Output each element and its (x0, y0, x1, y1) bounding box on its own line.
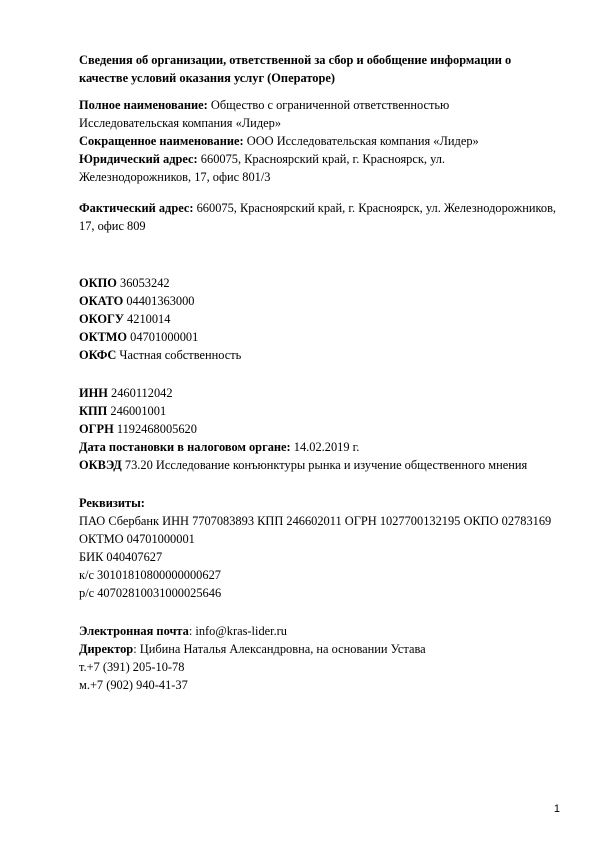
inn-label: ИНН (79, 386, 108, 400)
full-name-label: Полное наименование: (79, 98, 208, 112)
page-number: 1 (553, 803, 560, 815)
director-line (79, 640, 559, 658)
email-label: Электронная почта (79, 624, 189, 638)
bik-line: БИК 040407627 (79, 550, 163, 564)
short-name-line (79, 132, 559, 150)
short-name-label: Сокращенное наименование: (79, 134, 244, 148)
actual-address-value: 660075, Красноярский край, г. Красноярск, ул. Железнодорожников, 17, офис 809 (79, 201, 557, 233)
ogrn-line (79, 420, 559, 438)
okogu-label: ОКОГУ (79, 312, 124, 326)
bank-line: ПАО Сбербанк ИНН 7707083893 КПП 246602011 ОГРН 1027700132195 ОКПО 02783169 (79, 514, 552, 528)
short-name-value: ООО Исследовательская компания «Лидер» (246, 134, 479, 148)
email-line (79, 622, 559, 640)
ogrn-value: 1192468005620 (116, 422, 197, 436)
requisites-heading (79, 494, 559, 512)
spacer (79, 235, 559, 274)
document-title: Сведения об организации, ответственной за сбор и обобщение информации о качестве условий оказания услуг (Операторе) (79, 53, 512, 85)
tax-date-line (79, 438, 559, 456)
actual-address-line (79, 199, 559, 235)
requisites-label: Реквизиты: (79, 496, 145, 510)
okfs-line (79, 346, 559, 364)
director-label: Директор (79, 642, 134, 656)
inn-line (79, 384, 559, 402)
legal-address-label: Юридический адрес: (79, 152, 198, 166)
actual-address-label: Фактический адрес: (79, 201, 194, 215)
oktmo-value: 04701000001 (130, 330, 199, 344)
okpo-label: ОКПО (79, 276, 117, 290)
spacer (79, 364, 559, 384)
ogrn-label: ОГРН (79, 422, 114, 436)
director-value: : Цибина Наталья Александровна, на основании Устава (133, 642, 426, 656)
phone-line-1: т.+7 (391) 205-10-78 (79, 660, 185, 674)
spacer (79, 186, 559, 199)
full-name-line-2 (79, 114, 559, 132)
okato-label: ОКАТО (79, 294, 124, 308)
full-name-value-2: Исследовательская компания «Лидер» (79, 116, 282, 130)
spacer (79, 602, 559, 622)
okpo-line (79, 274, 559, 292)
document-body (79, 51, 559, 694)
tax-date-label: Дата постановки в налоговом органе: (79, 440, 291, 454)
inn-value: 2460112042 (111, 386, 173, 400)
full-name-value-1: Общество с ограниченной ответственностью (210, 98, 450, 112)
spacer (79, 474, 559, 494)
oktmo-line (79, 328, 559, 346)
email-value: : info@kras-lider.ru (188, 624, 287, 638)
ks-line: к/с 30101810800000000627 (79, 568, 221, 582)
okogu-line (79, 310, 559, 328)
okogu-value: 4210014 (127, 312, 171, 326)
tax-date-value: 14.02.2019 г. (293, 440, 360, 454)
phone-line-2: м.+7 (902) 940-41-37 (79, 678, 188, 692)
legal-address-line (79, 150, 559, 186)
okpo-value: 36053242 (120, 276, 170, 290)
okved-label: ОКВЭД (79, 458, 122, 472)
kpp-label: КПП (79, 404, 108, 418)
bank-oktmo-line: ОКТМО 04701000001 (79, 532, 195, 546)
legal-address-value: 660075, Красноярский край, г. Красноярск, ул. Железнодорожников, 17, офис 801/3 (79, 152, 445, 184)
okved-line (79, 456, 559, 474)
rs-line: р/с 40702810031000025646 (79, 586, 222, 600)
okfs-value: Частная собственность (119, 348, 242, 362)
kpp-line (79, 402, 559, 420)
okved-value: 73.20 Исследование конъюнктуры рынка и изучение общественного мнения (124, 458, 528, 472)
okato-line (79, 292, 559, 310)
okato-value: 04401363000 (126, 294, 195, 308)
oktmo-label: ОКТМО (79, 330, 128, 344)
kpp-value: 246001001 (110, 404, 167, 418)
okfs-label: ОКФС (79, 348, 117, 362)
full-name-line-1 (79, 96, 559, 114)
